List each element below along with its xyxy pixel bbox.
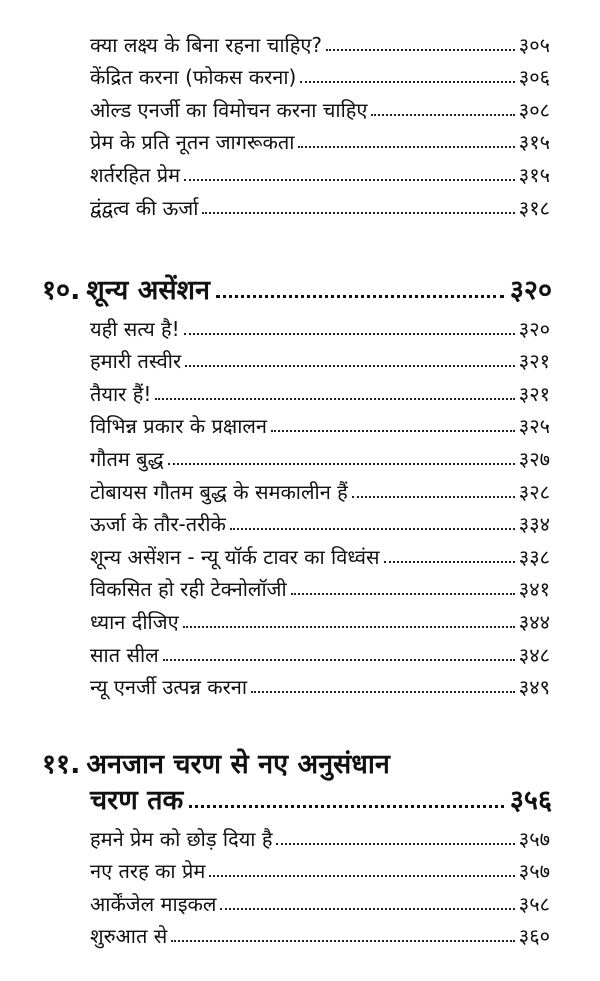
entry-page: ३२८	[518, 479, 550, 504]
entry-title: क्या लक्ष्य के बिना रहना चाहिए?	[90, 32, 323, 57]
entry-page: ३४४	[518, 609, 550, 634]
toc-entry[interactable]	[90, 632, 550, 665]
entry-page: ३४१	[518, 577, 550, 602]
entry-page: ३३४	[518, 512, 550, 537]
entry-page: ३५७	[518, 826, 550, 851]
entry-page: ३२१	[518, 349, 550, 374]
leader-dots	[230, 527, 515, 530]
leader-dots	[298, 145, 514, 148]
leader-dots	[251, 690, 515, 693]
leader-dots	[291, 592, 515, 595]
leader-dots	[185, 364, 515, 367]
toc-entry[interactable]	[90, 120, 550, 153]
entry-title: विकसित हो रही टेक्नोलॉजी	[90, 577, 287, 602]
leader-dots	[202, 211, 514, 214]
chapter-number: ११.	[42, 749, 81, 780]
toc-entry[interactable]	[90, 436, 550, 469]
toc-entry[interactable]	[90, 914, 550, 947]
entry-title: सात सील	[90, 642, 159, 667]
entry-title: हमने प्रेम को छोड़ दिया है	[90, 826, 273, 851]
toc-entry[interactable]	[90, 185, 550, 218]
leader-dots	[209, 874, 514, 877]
chapter-title-line-2: चरण तक	[90, 785, 184, 816]
leader-dots	[326, 48, 515, 51]
toc-entry[interactable]	[90, 404, 550, 437]
chapter-11-heading[interactable]	[42, 742, 552, 814]
toc-entry[interactable]	[90, 502, 550, 535]
chapter-page: ३२०	[509, 275, 552, 306]
toc-entry[interactable]	[90, 22, 550, 55]
entry-title: विभिन्न प्रकार के प्रक्षालन	[90, 414, 268, 439]
entry-page: ३०५	[518, 32, 550, 57]
entry-title: आर्केंजेल माइकल	[90, 891, 217, 916]
leader-dots	[184, 178, 515, 181]
toc-entry[interactable]	[90, 665, 550, 698]
entry-page: ३२७	[518, 446, 550, 471]
entry-page: ३६०	[518, 924, 550, 949]
leader-dots	[216, 294, 504, 298]
entry-page: ३०८	[518, 97, 550, 122]
toc-entry[interactable]	[90, 599, 550, 632]
leader-dots	[371, 113, 514, 116]
entry-title: शुरुआत से	[90, 924, 168, 949]
entry-page: ३१५	[518, 162, 550, 187]
entry-title: ध्यान दीजिए	[90, 609, 179, 634]
entry-title: गौतम बुद्ध	[90, 446, 164, 471]
toc-entry[interactable]	[90, 567, 550, 600]
chapter-number: १०.	[42, 275, 81, 306]
entry-page: ३१८	[518, 195, 550, 220]
entry-page: ३१५	[518, 130, 550, 155]
entry-title: प्रेम के प्रति नूतन जागरूकता	[90, 130, 295, 155]
leader-dots	[155, 397, 514, 400]
entry-page: ३५८	[518, 891, 550, 916]
entry-title: नए तरह का प्रेम	[90, 859, 206, 884]
entry-page: ३५७	[518, 859, 550, 884]
toc-entry[interactable]	[90, 87, 550, 120]
toc-entry[interactable]	[90, 534, 550, 567]
leader-dots	[220, 907, 514, 910]
toc-entry[interactable]	[90, 339, 550, 372]
toc-entry[interactable]	[90, 849, 550, 882]
entry-page: ३३८	[518, 544, 550, 569]
leader-dots	[168, 462, 515, 465]
entry-title: शून्य असेंशन - न्यू यॉर्क टावर का विध्वंस	[90, 544, 380, 569]
entry-title: टोबायस गौतम बुद्ध के समकालीन हैं	[90, 479, 348, 504]
chapter-title: शून्य असेंशन	[86, 275, 210, 306]
toc-entry[interactable]	[90, 55, 550, 88]
toc-entry[interactable]	[90, 469, 550, 502]
entry-title: ओल्ड एनर्जी का विमोचन करना चाहिए	[90, 97, 368, 122]
entry-page: ३४९	[518, 675, 550, 700]
leader-dots	[300, 80, 514, 83]
chapter-10-heading[interactable]	[42, 268, 552, 304]
leader-dots	[352, 495, 515, 498]
toc-entry[interactable]	[90, 152, 550, 185]
entry-title: न्यू एनर्जी उत्पन्न करना	[90, 675, 248, 700]
entry-title: तैयार हैं!	[90, 381, 152, 406]
leader-dots	[189, 804, 504, 808]
toc-entry[interactable]	[90, 816, 550, 849]
leader-dots	[183, 625, 515, 628]
leader-dots	[163, 658, 515, 661]
entry-page: ३२१	[518, 381, 550, 406]
chapter-page: ३५६	[509, 785, 552, 816]
entry-title: ऊर्जा के तौर-तरीके	[90, 512, 226, 537]
entry-title: हमारी तस्वीर	[90, 349, 182, 374]
toc-section-top	[90, 22, 550, 218]
leader-dots	[184, 332, 515, 335]
toc-section-chapter-10	[90, 306, 550, 700]
chapter-title-line-1: अनजान चरण से नए अनुसंधान	[86, 749, 390, 780]
entry-title: द्वंद्वत्व की ऊर्जा	[90, 195, 199, 220]
entry-page: ३२०	[518, 316, 550, 341]
toc-entry[interactable]	[90, 881, 550, 914]
leader-dots	[384, 560, 515, 563]
toc-section-chapter-11	[90, 816, 550, 949]
leader-dots	[271, 429, 515, 432]
toc-entry[interactable]	[90, 306, 550, 339]
leader-dots	[171, 939, 515, 942]
entry-title: शर्तरहित प्रेम	[90, 162, 181, 187]
entry-page: ३२५	[518, 414, 550, 439]
leader-dots	[276, 842, 514, 845]
entry-title: यही सत्य है!	[90, 316, 180, 341]
entry-page: ३४८	[518, 642, 550, 667]
toc-entry[interactable]	[90, 371, 550, 404]
entry-title: केंद्रित करना (फोकस करना)	[90, 65, 297, 90]
entry-page: ३०६	[518, 65, 550, 90]
